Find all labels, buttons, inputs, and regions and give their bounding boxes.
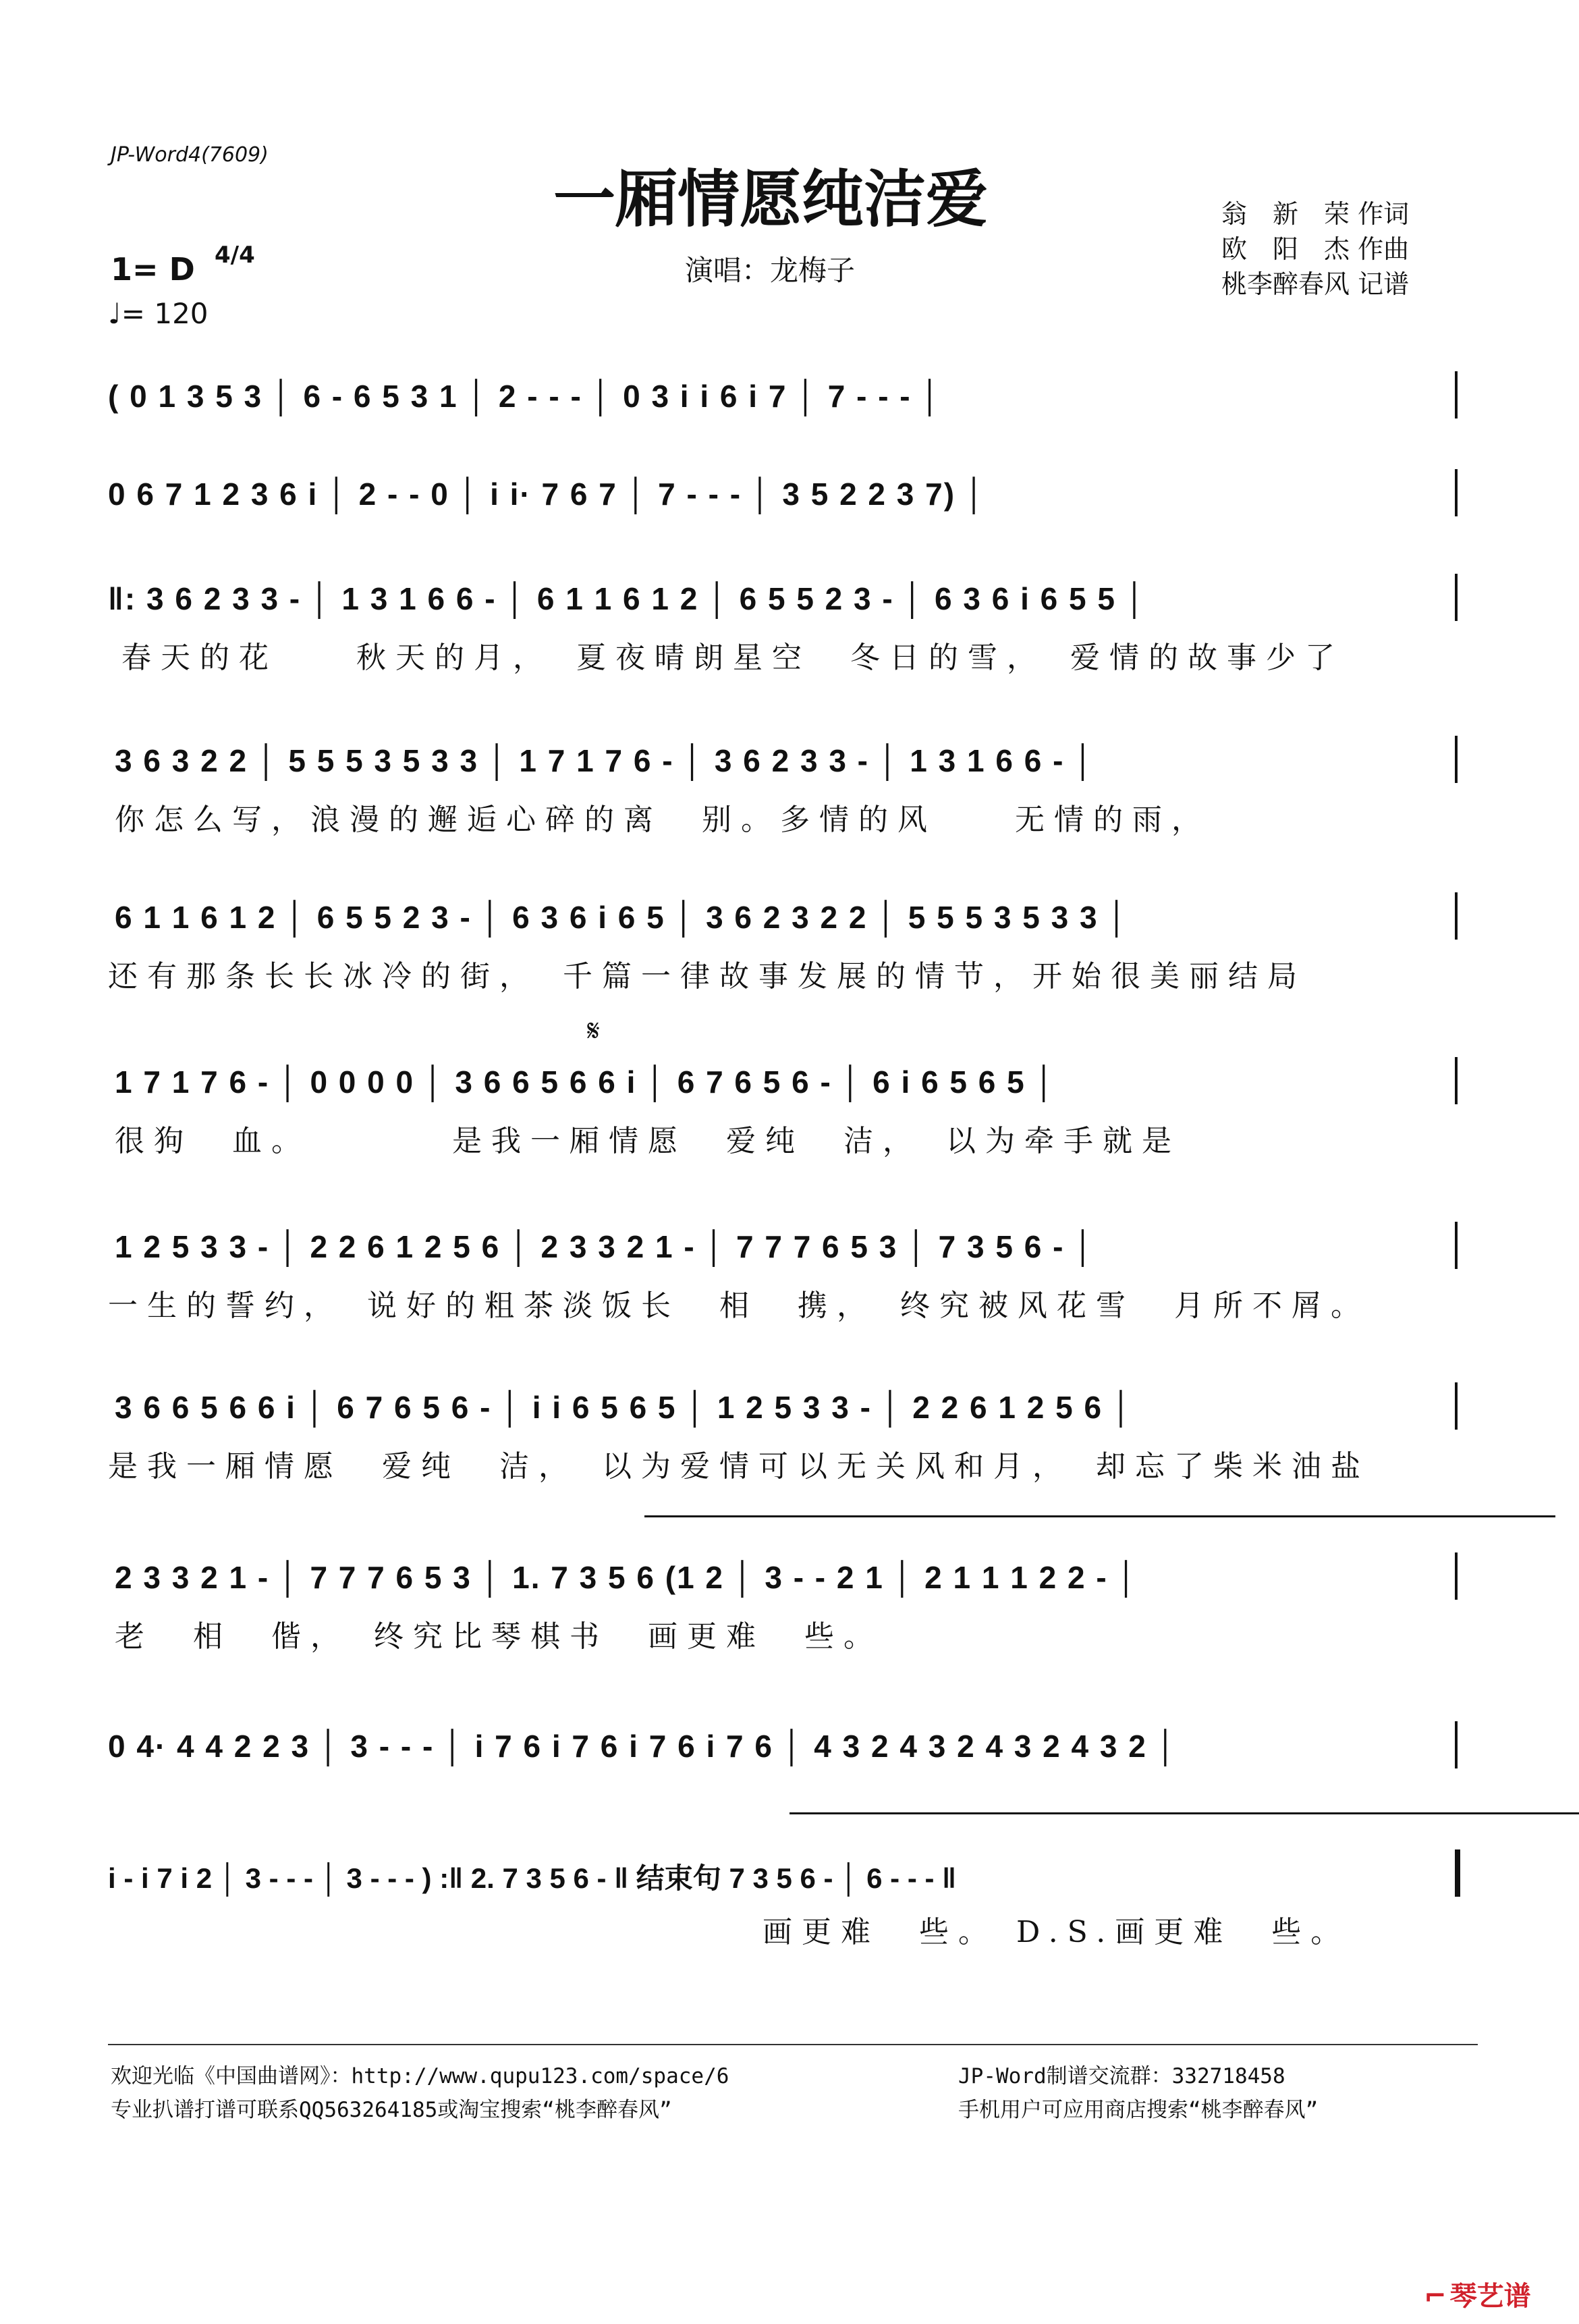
volta-bracket-1 (644, 1515, 1555, 1517)
barline (1455, 1552, 1458, 1600)
footer-contact: 专业扒谱打谱可联系QQ563264185或淘宝搜索“桃李醉春风” (111, 2098, 672, 2122)
system-5-lyrics: 还有那条长长冰冷的街， 千篇一律故事发展的情节，开始很美丽结局 (108, 959, 1306, 994)
system-5-notes: 6 1 1 6 1 2 │ 6 5 5 2 3 - │ 6 3 6 i 6 5 │ 3 6 2 3 2 2 │ 5 5 5 3 5 3 3 │ (115, 900, 1130, 935)
footer-divider (108, 2044, 1478, 2045)
system-11-notes: i - i 7 i 2 │ 3 - - - │ 3 - - - ) :‖ 2. 7 3 5 6 - ‖ 结束句 7 3 5 6 - │ 6 - - - ‖ (108, 1862, 957, 1894)
system-10-notes: 0 4· 4 4 2 2 3 │ 3 - - - │ i 7 6 i 7 6 i 7 6 i 7 6 │ 4 3 2 4 3 2 4 3 2 4 3 2 │ (108, 1729, 1178, 1764)
barline (1455, 1382, 1458, 1430)
time-signature (215, 242, 255, 269)
system-1-notes: ( 0 1 3 5 3 │ 6 - 6 5 3 1 │ 2 - - - │ 0 3 i i 6 i 7 │ 7 - - - │ (108, 379, 943, 414)
key-signature: 1= D (111, 251, 195, 288)
final-barline (1455, 1849, 1460, 1897)
system-7-notes: 1 2 5 3 3 - │ 2 2 6 1 2 5 6 │ 2 3 3 2 1 - │ 7 7 7 6 5 3 │ 7 3 5 6 - │ (115, 1229, 1095, 1264)
barline (1455, 574, 1458, 621)
watermark-logo (1424, 2275, 1531, 2313)
footer-site-link[interactable]: 欢迎光临《中国曲谱网》：http://www.qupu123.com/space/6 (111, 2064, 729, 2088)
footer-group: JP-Word制谱交流群：332718458 (958, 2064, 1285, 2088)
credit-lyricist: 翁 新 荣 作词 (1221, 199, 1410, 229)
time-signature-text: 4/4 (215, 242, 255, 269)
barline (1455, 1222, 1458, 1269)
system-4-notes: 3 6 3 2 2 │ 5 5 5 3 5 3 3 │ 1 7 1 7 6 - │ 3 6 2 3 3 - │ 1 3 1 6 6 - │ (115, 743, 1095, 778)
system-7-lyrics: 一生的誓约， 说好的粗茶淡饭长 相 携， 终究被风花雪 月所不屑。 (108, 1289, 1370, 1323)
system-8-notes: 3 6 6 5 6 6 i │ 6 7 6 5 6 - │ i i 6 5 6 5 │ 1 2 5 3 3 - │ 2 2 6 1 2 5 6 │ (115, 1390, 1134, 1425)
system-8-lyrics: 是我一厢情愿 爱纯 洁， 以为爱情可以无关风和月， 却忘了柴米油盐 (108, 1449, 1370, 1484)
software-version: JP-Word4(7609) (111, 143, 269, 167)
barline (1455, 736, 1458, 783)
footer-app: 手机用户可应用商店搜索“桃李醉春风” (958, 2098, 1319, 2122)
system-3-notes: ‖: 3 6 2 3 3 - │ 1 3 1 6 6 - │ 6 1 1 6 1 2 │ 6 5 5 2 3 - │ 6 3 6 i 6 5 5 │ (108, 581, 1147, 616)
system-3-lyrics: 春天的花 秋天的月， 夏夜晴朗星空 冬日的雪， 爱情的故事少了 (121, 641, 1344, 675)
system-2-notes: 0 6 7 1 2 3 6 i │ 2 - - 0 │ i i· 7 6 7 │ 7 - - - │ 3 5 2 2 3 7) │ (108, 477, 987, 512)
system-9-lyrics: 老 相 偕， 终究比琴棋书 画更难 些。 (115, 1619, 883, 1654)
page-title: 一厢情愿纯洁爱 (553, 163, 989, 236)
score (101, 351, 1478, 1978)
barline (1455, 1057, 1458, 1104)
watermark-text: 琴艺谱 (1449, 2281, 1531, 2312)
system-11-lyrics: 画更难 些。 D.S.画更难 些。 (763, 1915, 1350, 1949)
segno-icon: 𝄋 (587, 1014, 600, 1048)
system-6-lyrics: 很狗 血。 是我一厢情愿 爱纯 洁， 以为牵手就是 (115, 1124, 1181, 1158)
barline (1455, 469, 1458, 516)
system-6-notes: 1 7 1 7 6 - │ 0 0 0 0 │ 3 6 6 5 6 6 i │ 6 7 6 5 6 - │ 6 i 6 5 6 5 │ (115, 1064, 1057, 1100)
barline (1455, 371, 1458, 418)
credit-transcriber: 桃李醉春风 记谱 (1221, 269, 1410, 299)
barline (1455, 1721, 1458, 1768)
tempo-marking: ♩= 120 (108, 297, 209, 330)
credit-composer: 欧 阳 杰 作曲 (1221, 234, 1410, 264)
barline (1455, 892, 1458, 940)
volta-bracket-2 (790, 1812, 1579, 1814)
singer: 演唱：龙梅子 (685, 254, 856, 287)
system-9-notes: 2 3 3 2 1 - │ 7 7 7 6 5 3 │ 1. 7 3 5 6 (1 2 │ 3 - - 2 1 │ 2 1 1 1 2 2 - │ (115, 1560, 1139, 1595)
watermark-icon: ⌐ (1424, 2281, 1447, 2312)
system-4-lyrics: 你怎么写，浪漫的邂逅心碎的离 别。多情的风 无情的雨， (115, 803, 1211, 837)
